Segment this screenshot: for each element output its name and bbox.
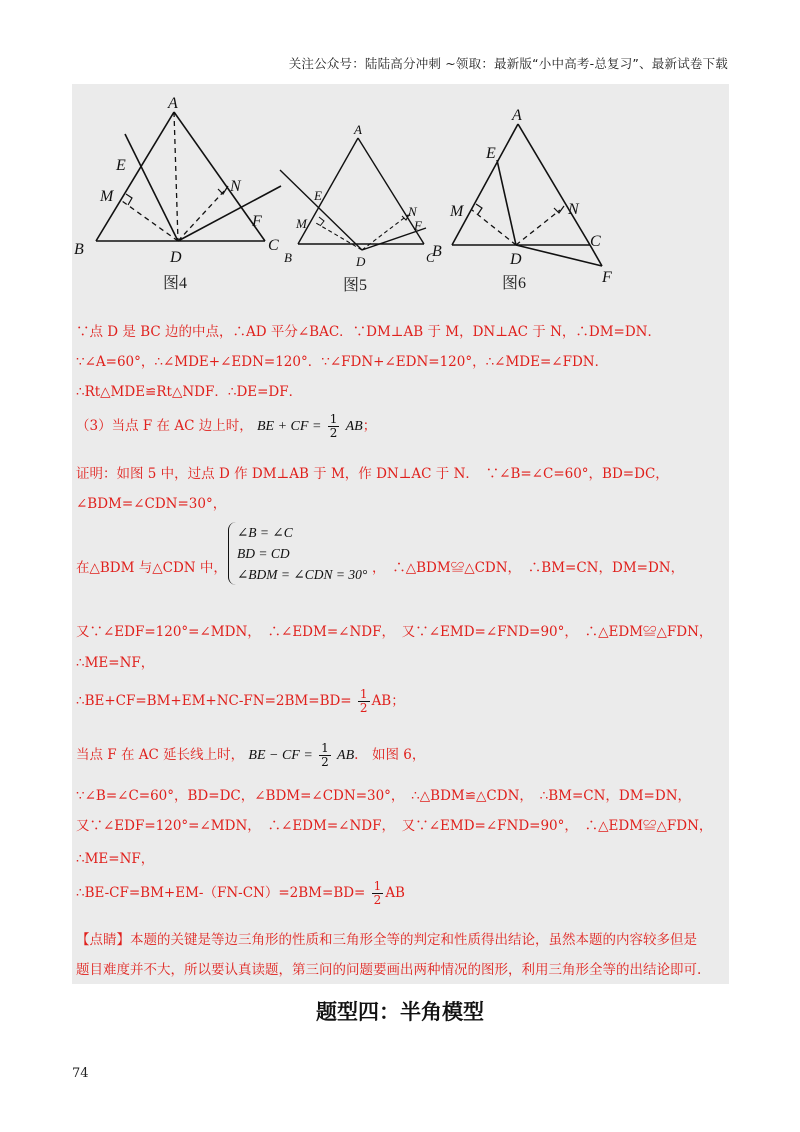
- fig5-label-N: N: [408, 204, 417, 219]
- fig4-label-N: N: [230, 178, 241, 195]
- congruence-system: ∠B = ∠C BD = CD ∠BDM = ∠CDN = 30°: [228, 522, 367, 585]
- fig4-label-F: F: [252, 213, 262, 230]
- formula-2-left: BE − CF =: [248, 748, 313, 763]
- formula-1-right: AB: [345, 419, 363, 434]
- proof-line-5: ∴ME=NF，: [76, 655, 155, 671]
- proof2-line-1: ∵∠B=∠C=60°，BD=DC，∠BDM=∠CDN=30°， ∴△BDM≌△CDN， ∴BM=CN，DM=DN，: [76, 788, 692, 804]
- figure-4-caption: 图4: [163, 275, 188, 292]
- fraction-half: $\frac{1}{2}$: [373, 879, 382, 907]
- fig6-label-B: B: [432, 243, 442, 260]
- proof-line-6: ∴BE+CF=BM+EM+NC-FN=2BM=BD= $\frac{1}{2}$ AB；: [76, 687, 405, 715]
- figure-4: [72, 90, 302, 290]
- fig5-label-D: D: [356, 254, 366, 269]
- solution-line-2: ∵∠A=60°，∴∠MDE+∠EDN=120°．∵∠FDN+∠EDN=120°，∴∠MDE=∠FDN．: [76, 354, 609, 370]
- proof-line-1: 证明：如图 5 中，过点 D 作 DM⊥AB 于 M，作 DN⊥AC 于 N． ∵∠B=∠C=60°，BD=DC，: [76, 466, 669, 482]
- fig4-label-E: E: [116, 157, 126, 174]
- proof2-line-4: ∴BE-CF=BM+EM-（FN-CN）=2BM=BD= $\frac{1}{2}$ AB: [76, 879, 405, 907]
- proof-line-2: ∠BDM=∠CDN=30°，: [76, 496, 227, 512]
- proof2-line-3: ∴ME=NF，: [76, 851, 155, 867]
- fig6-label-E: E: [486, 145, 496, 162]
- case-2-line: 当点 F 在 AC 延长线上时， BE − CF = $\frac{1}{2}$ AB. 如图 6，: [76, 741, 426, 769]
- fraction-half: $\frac{1}{2}$: [329, 412, 338, 440]
- proof-line-3-conclusion: ， ∴△BDM≌△CDN， ∴BM=CN，DM=DN，: [372, 560, 685, 576]
- fig5-label-E: E: [314, 188, 322, 203]
- fig4-label-A: A: [168, 95, 178, 112]
- case-1-line: （3）当点 F 在 AC 边上时， BE + CF = $\frac{1}{2}$ AB；: [76, 412, 377, 440]
- fig6-label-N: N: [568, 201, 579, 218]
- formula-2-right: AB: [337, 748, 355, 763]
- figure-6-caption: 图6: [502, 275, 527, 292]
- fig4-label-M: M: [100, 188, 114, 205]
- page-header: 关注公众号：陆陆高分冲刺 ~领取：最新版“小中高考-总复习”、最新试卷下载: [288, 56, 728, 71]
- figure-6: [430, 100, 630, 290]
- fig4-label-C: C: [268, 237, 279, 254]
- fig5-label-F: F: [414, 218, 422, 233]
- fig4-label-B: B: [74, 241, 84, 258]
- fraction-half: $\frac{1}{2}$: [359, 687, 368, 715]
- comment-line-2: 题目难度并不大，所以要认真读题，第三问的问题要画出两种情况的图形，利用三角形全等的出结论即可.: [76, 962, 702, 978]
- fig4-label-D: D: [170, 249, 182, 266]
- fig6-label-D: D: [510, 251, 522, 268]
- fig5-label-C: C: [426, 250, 435, 265]
- fig6-label-M: M: [450, 203, 464, 220]
- solution-line-3: ∴Rt△MDE≌Rt△NDF．∴DE=DF．: [76, 384, 303, 400]
- fig5-label-M: M: [296, 216, 307, 231]
- fig5-label-A: A: [354, 122, 362, 137]
- proof2-line-2: 又∵∠EDF=120°=∠MDN， ∴∠EDM=∠NDF， 又∵∠EMD=∠FND=90°， ∴△EDM≌△FDN，: [76, 818, 713, 834]
- figure-5-caption: 图5: [343, 277, 368, 294]
- section-title: 题型四：半角模型: [316, 1000, 484, 1024]
- fig6-label-C: C: [590, 233, 601, 250]
- proof-line-4: 又∵∠EDF=120°=∠MDN， ∴∠EDM=∠NDF， 又∵∠EMD=∠FND=90°， ∴△EDM≌△FDN，: [76, 624, 713, 640]
- fig5-label-B: B: [284, 250, 292, 265]
- solution-line-1: ∵点 D 是 BC 边的中点，∴AD 平分∠BAC．∵DM⊥AB 于 M，DN⊥AC 于 N，∴DM=DN．: [76, 324, 661, 340]
- fig6-label-F: F: [602, 269, 612, 286]
- formula-1-left: BE + CF =: [257, 419, 322, 434]
- comment-line-1: 【点睛】本题的关键是等边三角形的性质和三角形全等的判定和性质得出结论，虽然本题的内容较多但是: [76, 932, 697, 948]
- proof-line-3: 在△BDM 与△CDN 中，: [76, 560, 227, 576]
- figure-5: [278, 120, 448, 280]
- fraction-half: $\frac{1}{2}$: [321, 741, 329, 769]
- page-number: 74: [72, 1066, 89, 1081]
- fig6-label-A: A: [512, 107, 522, 124]
